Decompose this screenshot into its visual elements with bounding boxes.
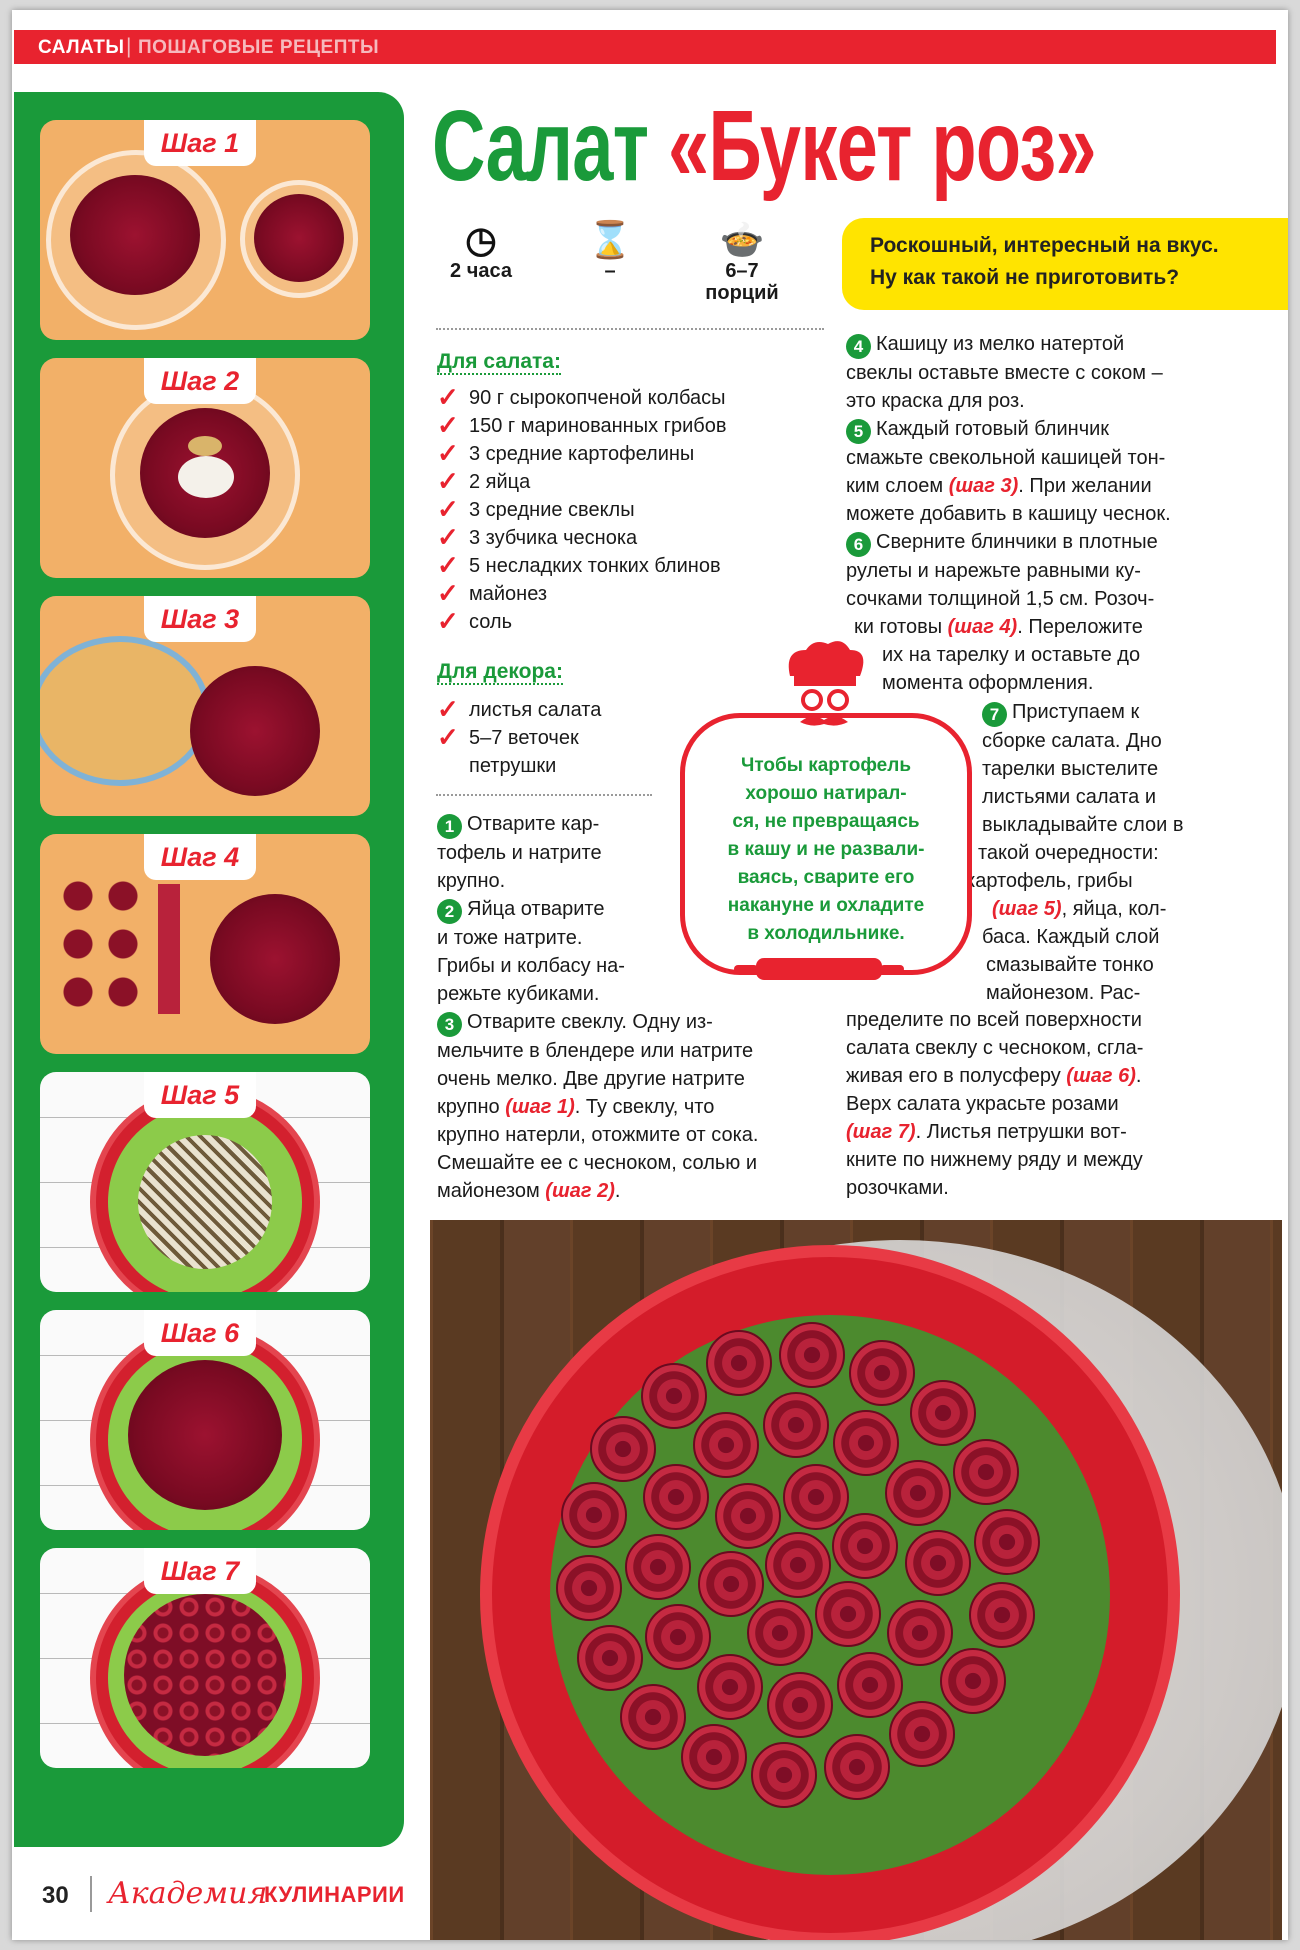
instructions-right bbox=[846, 330, 1171, 697]
instruction-line: свеклы оставьте вместе с соком – bbox=[846, 362, 1163, 384]
instruction-line: баса. Каждый слой bbox=[982, 926, 1160, 948]
salad-layers-image bbox=[138, 1135, 272, 1269]
instruction-line: 2 Яйца отварите bbox=[437, 895, 758, 924]
step-reference: (шаг 6) bbox=[1066, 1065, 1136, 1087]
header-divider: | bbox=[126, 35, 132, 58]
instruction-line: ки готовы (шаг 4). Переложите bbox=[854, 616, 1143, 638]
instruction-line: крупно натерли, отожмите от сока. bbox=[437, 1124, 759, 1146]
step-photo-4 bbox=[40, 834, 370, 1054]
step-reference: (шаг 5) bbox=[992, 898, 1062, 920]
step-photo-7 bbox=[40, 1548, 370, 1768]
instruction-line: Верх салата украсьте розами bbox=[846, 1093, 1119, 1115]
instruction-line: 4 Кашицу из мелко натертой bbox=[846, 330, 1171, 359]
instruction-line: 3 Отварите свеклу. Одну из- bbox=[437, 1008, 758, 1037]
check-icon: ✓ bbox=[437, 722, 459, 752]
rose-image bbox=[765, 1532, 831, 1598]
step-number-badge: 4 bbox=[846, 334, 871, 359]
instruction-line: выкладывайте слои в bbox=[982, 814, 1184, 836]
instruction-line: майонезом (шаг 2). bbox=[437, 1180, 621, 1202]
step-photo-6 bbox=[40, 1310, 370, 1530]
instruction-line: кните по нижнему ряду и между bbox=[846, 1149, 1143, 1171]
instruction-line: ким слоем (шаг 3). При желании bbox=[846, 475, 1152, 497]
step-reference: (шаг 4) bbox=[947, 616, 1018, 638]
pancake-image bbox=[40, 636, 210, 786]
rose-image bbox=[969, 1582, 1035, 1648]
ingredient-item: ✓ 90 г сырокопченой колбасы bbox=[437, 382, 726, 412]
instructions-bottom bbox=[846, 1006, 1143, 1202]
instruction-line: момента оформления. bbox=[882, 672, 1094, 694]
ingredient-item: ✓ листья салата bbox=[437, 694, 602, 724]
rose-image bbox=[698, 1551, 764, 1617]
check-icon: ✓ bbox=[437, 606, 459, 636]
dish-icon: 🍲 bbox=[719, 219, 765, 260]
rose-image bbox=[645, 1604, 711, 1670]
title-name: «Букет роз» bbox=[668, 90, 1096, 202]
instruction-line: 6 Сверните блинчики в плотные bbox=[846, 528, 1171, 557]
promo-line: Роскошный, интересный на вкус. bbox=[870, 234, 1219, 257]
section-header-bar bbox=[14, 30, 1276, 64]
tip-text bbox=[687, 752, 965, 948]
hourglass-icon: ⌛ bbox=[587, 219, 633, 260]
ingredient-item: ✓ 5 несладких тонких блинов bbox=[437, 550, 721, 580]
instruction-line: Грибы и колбасу на- bbox=[437, 955, 625, 977]
instruction-line: крупно. bbox=[437, 870, 506, 892]
promo-banner bbox=[842, 218, 1288, 310]
check-icon: ✓ bbox=[437, 550, 459, 580]
rose-image bbox=[577, 1625, 643, 1691]
ingredient-item: ✓ майонез bbox=[437, 578, 548, 608]
page-number: 30 bbox=[42, 1882, 69, 1909]
instruction-line: живая его в полусферу (шаг 6). bbox=[846, 1065, 1142, 1087]
step-label: Шаг 6 bbox=[144, 1310, 256, 1356]
instruction-line: сочками толщиной 1,5 см. Розоч- bbox=[846, 588, 1155, 610]
meta-servings bbox=[692, 220, 792, 304]
decor-ingredients-list bbox=[437, 696, 601, 780]
instruction-line: тарелки выстелите bbox=[982, 758, 1159, 780]
step-photo-2 bbox=[40, 358, 370, 578]
tip-line: хорошо натирал- bbox=[745, 783, 907, 804]
tip-line: в холодильнике. bbox=[747, 923, 905, 944]
instruction-line: и тоже натрите. bbox=[437, 927, 583, 949]
instruction-line: смазывайте тонко bbox=[986, 954, 1154, 976]
instruction-line: рулеты и нарежьте равными ку- bbox=[846, 560, 1141, 582]
rose-image bbox=[715, 1483, 781, 1549]
instruction-line: сборке салата. Дно bbox=[982, 730, 1162, 752]
step-number-badge: 3 bbox=[437, 1012, 462, 1037]
step-label: Шаг 3 bbox=[144, 596, 256, 642]
instruction-line: пределите по всей поверхности bbox=[846, 1009, 1142, 1031]
step-photo-1 bbox=[40, 120, 370, 340]
rose-image bbox=[940, 1648, 1006, 1714]
step-label: Шаг 7 bbox=[144, 1548, 256, 1594]
step-photo-5 bbox=[40, 1072, 370, 1292]
rose-image bbox=[643, 1464, 709, 1530]
instruction-line: (шаг 7). Листья петрушки вот- bbox=[846, 1121, 1127, 1143]
ingredient-item: ✓ 3 зубчика чеснока bbox=[437, 522, 638, 552]
instruction-line: листьями салата и bbox=[982, 786, 1156, 808]
title-word: Салат bbox=[432, 90, 649, 202]
servings-unit: порций bbox=[705, 282, 779, 304]
check-icon: ✓ bbox=[437, 438, 459, 468]
ingredients-heading: Для салата: bbox=[437, 350, 561, 373]
time-value: 2 часа bbox=[450, 260, 512, 282]
rose-image bbox=[706, 1330, 772, 1396]
check-icon: ✓ bbox=[437, 466, 459, 496]
meta-time bbox=[436, 220, 526, 282]
step-photo-3 bbox=[40, 596, 370, 816]
section-label: САЛАТЫ bbox=[38, 37, 125, 58]
rose-image bbox=[693, 1412, 759, 1478]
ingredient-item: ✓ 3 средние свеклы bbox=[437, 494, 635, 524]
rolling-pin-icon bbox=[734, 956, 904, 982]
ingredient-item: ✓ 2 яйца bbox=[437, 466, 531, 496]
instructions-step7 bbox=[966, 698, 1184, 1007]
magazine-logo-caps: КУЛИНАРИИ bbox=[264, 1882, 405, 1907]
instruction-line: розочками. bbox=[846, 1177, 949, 1199]
step-reference: (шаг 7) bbox=[846, 1121, 916, 1143]
rose-image bbox=[815, 1581, 881, 1647]
step-label: Шаг 2 bbox=[144, 358, 256, 404]
rolled-pancake-image bbox=[158, 884, 180, 1014]
check-icon: ✓ bbox=[437, 494, 459, 524]
rolled-roses-image bbox=[60, 864, 150, 1024]
instruction-line: (шаг 5), яйца, кол- bbox=[992, 898, 1167, 920]
rose-image bbox=[767, 1672, 833, 1738]
rose-image bbox=[885, 1460, 951, 1526]
rose-image bbox=[561, 1482, 627, 1548]
rose-image bbox=[837, 1652, 903, 1718]
check-icon: ✓ bbox=[437, 522, 459, 552]
rose-image bbox=[641, 1363, 707, 1429]
tip-line: Чтобы картофель bbox=[740, 755, 912, 776]
rose-image bbox=[763, 1392, 829, 1458]
rose-image bbox=[747, 1600, 813, 1666]
rose-image bbox=[824, 1734, 890, 1800]
instruction-line: картофель, грибы bbox=[966, 870, 1133, 892]
rose-image bbox=[751, 1742, 817, 1808]
rose-image bbox=[620, 1684, 686, 1750]
magazine-page bbox=[12, 10, 1288, 1940]
subsection-label: ПОШАГОВЫЕ РЕЦЕПТЫ bbox=[138, 37, 380, 58]
meta-difficulty bbox=[580, 220, 640, 282]
instruction-line: такой очередности: bbox=[978, 842, 1159, 864]
rose-image bbox=[697, 1654, 763, 1720]
instruction-line: майонезом. Рас- bbox=[986, 982, 1141, 1004]
rose-image bbox=[905, 1530, 971, 1596]
check-icon: ✓ bbox=[437, 382, 459, 412]
rose-image bbox=[953, 1439, 1019, 1505]
step-number-badge: 5 bbox=[846, 419, 871, 444]
recipe-title bbox=[432, 92, 1096, 200]
decor-heading: Для декора: bbox=[437, 660, 563, 683]
tip-line: ся, не превращаясь bbox=[732, 811, 920, 832]
ingredient-item: ✓ 5–7 веточек bbox=[437, 722, 579, 752]
step-number-badge: 1 bbox=[437, 814, 462, 839]
step-number-badge: 2 bbox=[437, 899, 462, 924]
mayonnaise-image bbox=[178, 456, 234, 498]
rose-image bbox=[783, 1464, 849, 1530]
rose-image bbox=[625, 1534, 691, 1600]
tip-line: в кашу и не развали- bbox=[727, 839, 925, 860]
step-label: Шаг 4 bbox=[144, 834, 256, 880]
ingredient-item: ✓ 3 средние картофелины bbox=[437, 438, 695, 468]
instruction-line: смажьте свекольной кашицей тон- bbox=[846, 447, 1166, 469]
check-icon: ✓ bbox=[437, 578, 459, 608]
grated-beet-image bbox=[70, 175, 200, 295]
rose-image bbox=[833, 1410, 899, 1476]
tip-line: ваясь, сварите его bbox=[737, 867, 915, 888]
promo-line: Ну как такой не приготовить? bbox=[870, 266, 1180, 289]
divider bbox=[436, 328, 824, 330]
rose-image bbox=[887, 1600, 953, 1666]
instruction-line: 1 Отварите кар- bbox=[437, 810, 758, 839]
step-label: Шаг 5 bbox=[144, 1072, 256, 1118]
rose-image bbox=[849, 1340, 915, 1406]
magazine-logo-script: Академия bbox=[108, 1876, 268, 1911]
step-reference: (шаг 1) bbox=[505, 1096, 575, 1118]
rose-image bbox=[974, 1509, 1040, 1575]
tip-line: накануне и охладите bbox=[727, 895, 925, 916]
step-number-badge: 7 bbox=[982, 702, 1007, 727]
rose-topping-image bbox=[124, 1594, 286, 1756]
instruction-line: салата свеклу с чесноком, сгла- bbox=[846, 1037, 1144, 1059]
instruction-line: это краска для роз. bbox=[846, 390, 1025, 412]
step-reference: (шаг 2) bbox=[545, 1180, 615, 1202]
ingredient-item: ✓ 150 г маринованных грибов bbox=[437, 410, 727, 440]
instruction-line: Смешайте ее с чесноком, солью и bbox=[437, 1152, 758, 1174]
instruction-line: крупно (шаг 1). Ту свеклу, что bbox=[437, 1096, 715, 1118]
instruction-line: очень мелко. Две другие натрите bbox=[437, 1068, 745, 1090]
final-dish-photo bbox=[430, 1220, 1282, 1940]
beet-pancake-image bbox=[210, 894, 340, 1024]
divider bbox=[436, 794, 652, 796]
rose-image bbox=[590, 1416, 656, 1482]
step-number-badge: 6 bbox=[846, 532, 871, 557]
instruction-line: их на тарелку и оставьте до bbox=[882, 644, 1141, 666]
rose-image bbox=[910, 1380, 976, 1446]
check-icon: ✓ bbox=[437, 694, 459, 724]
rose-image bbox=[556, 1555, 622, 1621]
garlic-image bbox=[188, 436, 222, 456]
instruction-line: тофель и натрите bbox=[437, 842, 602, 864]
servings-count: 6–7 bbox=[725, 260, 759, 282]
difficulty-value: – bbox=[604, 260, 616, 282]
instruction-line: можете добавить в кашицу чеснок. bbox=[846, 503, 1171, 525]
rose-image bbox=[779, 1322, 845, 1388]
salad-ingredients-list bbox=[437, 384, 726, 636]
step-label: Шаг 1 bbox=[144, 120, 256, 166]
rose-image bbox=[681, 1724, 747, 1790]
ingredient-item: ✓ соль bbox=[437, 606, 512, 636]
beet-dome-image bbox=[128, 1360, 282, 1510]
step-reference: (шаг 3) bbox=[948, 475, 1019, 497]
beet-puree-image bbox=[254, 194, 344, 282]
step-gallery bbox=[14, 92, 404, 1847]
footer-divider bbox=[90, 1876, 92, 1912]
instruction-line: мельчите в блендере или натрите bbox=[437, 1040, 754, 1062]
ingredient-item: петрушки bbox=[469, 755, 557, 777]
clock-icon: ◷ bbox=[465, 219, 497, 260]
instruction-line: режьте кубиками. bbox=[437, 983, 600, 1005]
beet-coated-pancake-image bbox=[190, 666, 320, 796]
chef-icon bbox=[776, 636, 872, 736]
check-icon: ✓ bbox=[437, 410, 459, 440]
instruction-line: 5 Каждый готовый блинчик bbox=[846, 415, 1171, 444]
instruction-line: 7 Приступаем к bbox=[982, 698, 1184, 727]
